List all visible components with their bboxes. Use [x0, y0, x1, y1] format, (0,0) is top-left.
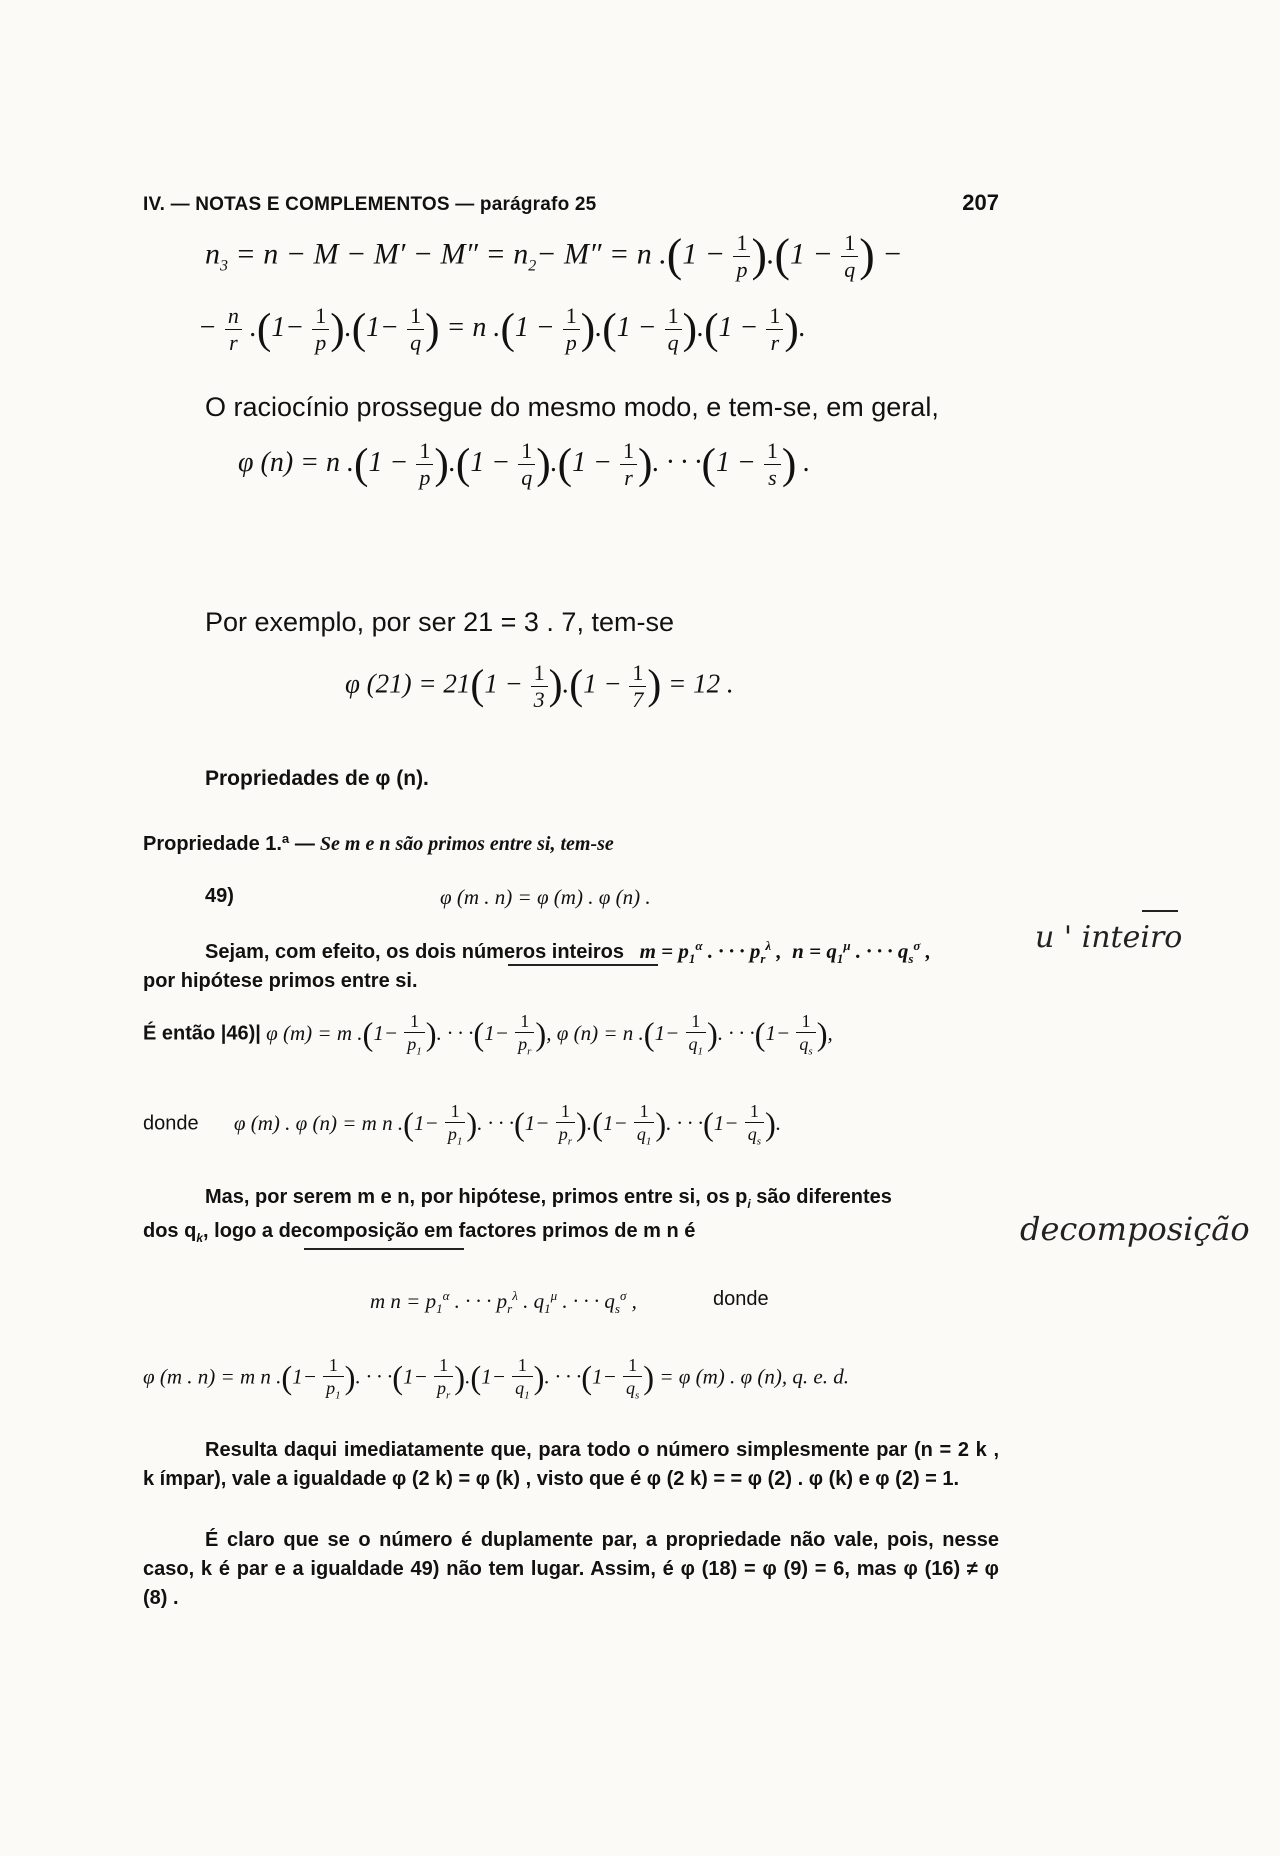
- eq49-number: 49): [205, 885, 234, 907]
- sejam-line2: por hipótese primos entre si.: [143, 970, 418, 992]
- phi-21-formula: φ (21) = 21(1 − $\frac{1}{3}$ ).(1 − $\frac{1}{7}$ ) = 12 .: [345, 660, 734, 712]
- page-header: [143, 190, 999, 216]
- sejam-line: Sejam, com efeito, os dois números inteiros $m = p_1^\alpha$ . · · · $p_r^\lambda$ , $n = q_1^\mu$ . · · · $q_s^\sigma$ ,: [205, 938, 931, 967]
- mas-line: Mas, por serem m e n, por hipótese, primos entre si, os $p_i$ são diferentes: [205, 1186, 892, 1211]
- section-title: Propriedades de φ (n).: [205, 767, 429, 790]
- eq49-formula: φ (m . n) = φ (m) . φ (n) .: [440, 885, 651, 909]
- e-claro-paragraph: É claro que se o número é duplamente par, a propriedade não vale, pois, nesse caso, k é par e a igualdade 49) não tem lugar. Assim, é φ (18) = φ (9) = 6, mas φ (16) ≠ φ (8) .: [143, 1529, 999, 1609]
- phi-mn-result: φ (m . n) = m n .(1− $\frac{1}{p_1}$ ). · · ·(1− $\frac{1}{p_r}$ ).(1− $\frac{1}{q_1}$ ). · · ·(1− $\frac{1}{q_s}$ ) = φ (m) . φ (n), q. e. d.: [143, 1355, 849, 1402]
- e-entao-text: É então |46)|: [143, 1022, 261, 1045]
- dos-text-1: dos q: [143, 1220, 197, 1242]
- margin-note-2: decomposição: [1020, 1210, 1250, 1248]
- qed: q. e. d.: [792, 1364, 849, 1389]
- sejam-text: Sejam, com efeito, os dois números inteiros: [205, 941, 624, 963]
- margin-note-1-bar: [1142, 910, 1178, 912]
- dos-line: dos $q_k$, logo a decomposição em factores primos de m n é: [143, 1220, 696, 1245]
- dos-text-2: , logo a decomposição em factores primos de m n é: [203, 1220, 696, 1242]
- mas-text-2: são diferentes: [756, 1186, 892, 1208]
- phi-general-formula: φ (n) = n .(1 − $\frac{1}{p}$ ).(1 − $\frac{1}{q}$ ).(1 − $\frac{1}{r}$ ). · · ·(1 − $\frac{1}{s}$ ) .: [238, 438, 811, 490]
- donde-line: donde φ (m) . φ (n) = m n .(1− $\frac{1}{p_1}$ ). · · ·(1− $\frac{1}{p_r}$ ).(1− $\frac{1}{q_1}$ ). · · ·(1− $\frac{1}{q_s}$ ).: [143, 1101, 782, 1148]
- pencil-underline: [508, 964, 658, 966]
- equation-n3-line1: $n_3 = n - M - M' - M'' = n_2- M'' = n$ .(1 − $\frac{1}{p}$ ).(1 − $\frac{1}{q}$ ) −: [205, 230, 903, 282]
- example-sentence: Por exemplo, por ser 21 = 3 . 7, tem-se: [205, 607, 674, 637]
- equation-n3-line2: − $\frac{n}{r}$ .(1− $\frac{1}{p}$ ).(1− $\frac{1}{q}$ ) = n .(1 − $\frac{1}{p}$ ).(1 − $\frac{1}{q}$ ).(1 − $\frac{1}{r}$ ).: [198, 303, 806, 355]
- e-entao-line: É então |46)| φ (m) = m .(1− $\frac{1}{p_1}$ ). · · ·(1− $\frac{1}{p_r}$ ), φ (n) = n .(1− $\frac{1}{q_1}$ ). · · ·(1− $\frac{1}{q_s}$ ),: [143, 1011, 833, 1058]
- mn-decomposition: m $n = p_1^\alpha$ . · · · $p_r^\lambda$ . $q_1^\mu$ . · · · $q_s^\sigma$ ,: [370, 1288, 637, 1317]
- margin-note-1: u ' inteiro: [1035, 920, 1183, 955]
- donde-text-2: donde: [713, 1288, 769, 1310]
- donde-text: donde: [143, 1112, 199, 1135]
- mas-text-1: Mas, por serem m e n, por hipótese, primos entre si, os p: [205, 1186, 748, 1208]
- property-1: [143, 833, 614, 856]
- property-label: Propriedade 1.ª —: [143, 833, 315, 855]
- property-statement: Se m e n são primos entre si, tem-se: [319, 833, 614, 855]
- resulta-paragraph: Resulta daqui imediatamente que, para todo o número simplesmente par (n = 2 k , k ímpar), vale a igualdade φ (2 k) = φ (k) , visto que é φ (2 k) = = φ (2) . φ (k) e φ (2) = 1.: [143, 1439, 999, 1490]
- running-head: IV. — NOTAS E COMPLEMENTOS — parágrafo 25: [143, 194, 597, 215]
- page-number: 207: [962, 190, 999, 215]
- intro-sentence: O raciocínio prossegue do mesmo modo, e tem-se, em geral,: [205, 392, 939, 422]
- pencil-underline-2: [304, 1248, 464, 1250]
